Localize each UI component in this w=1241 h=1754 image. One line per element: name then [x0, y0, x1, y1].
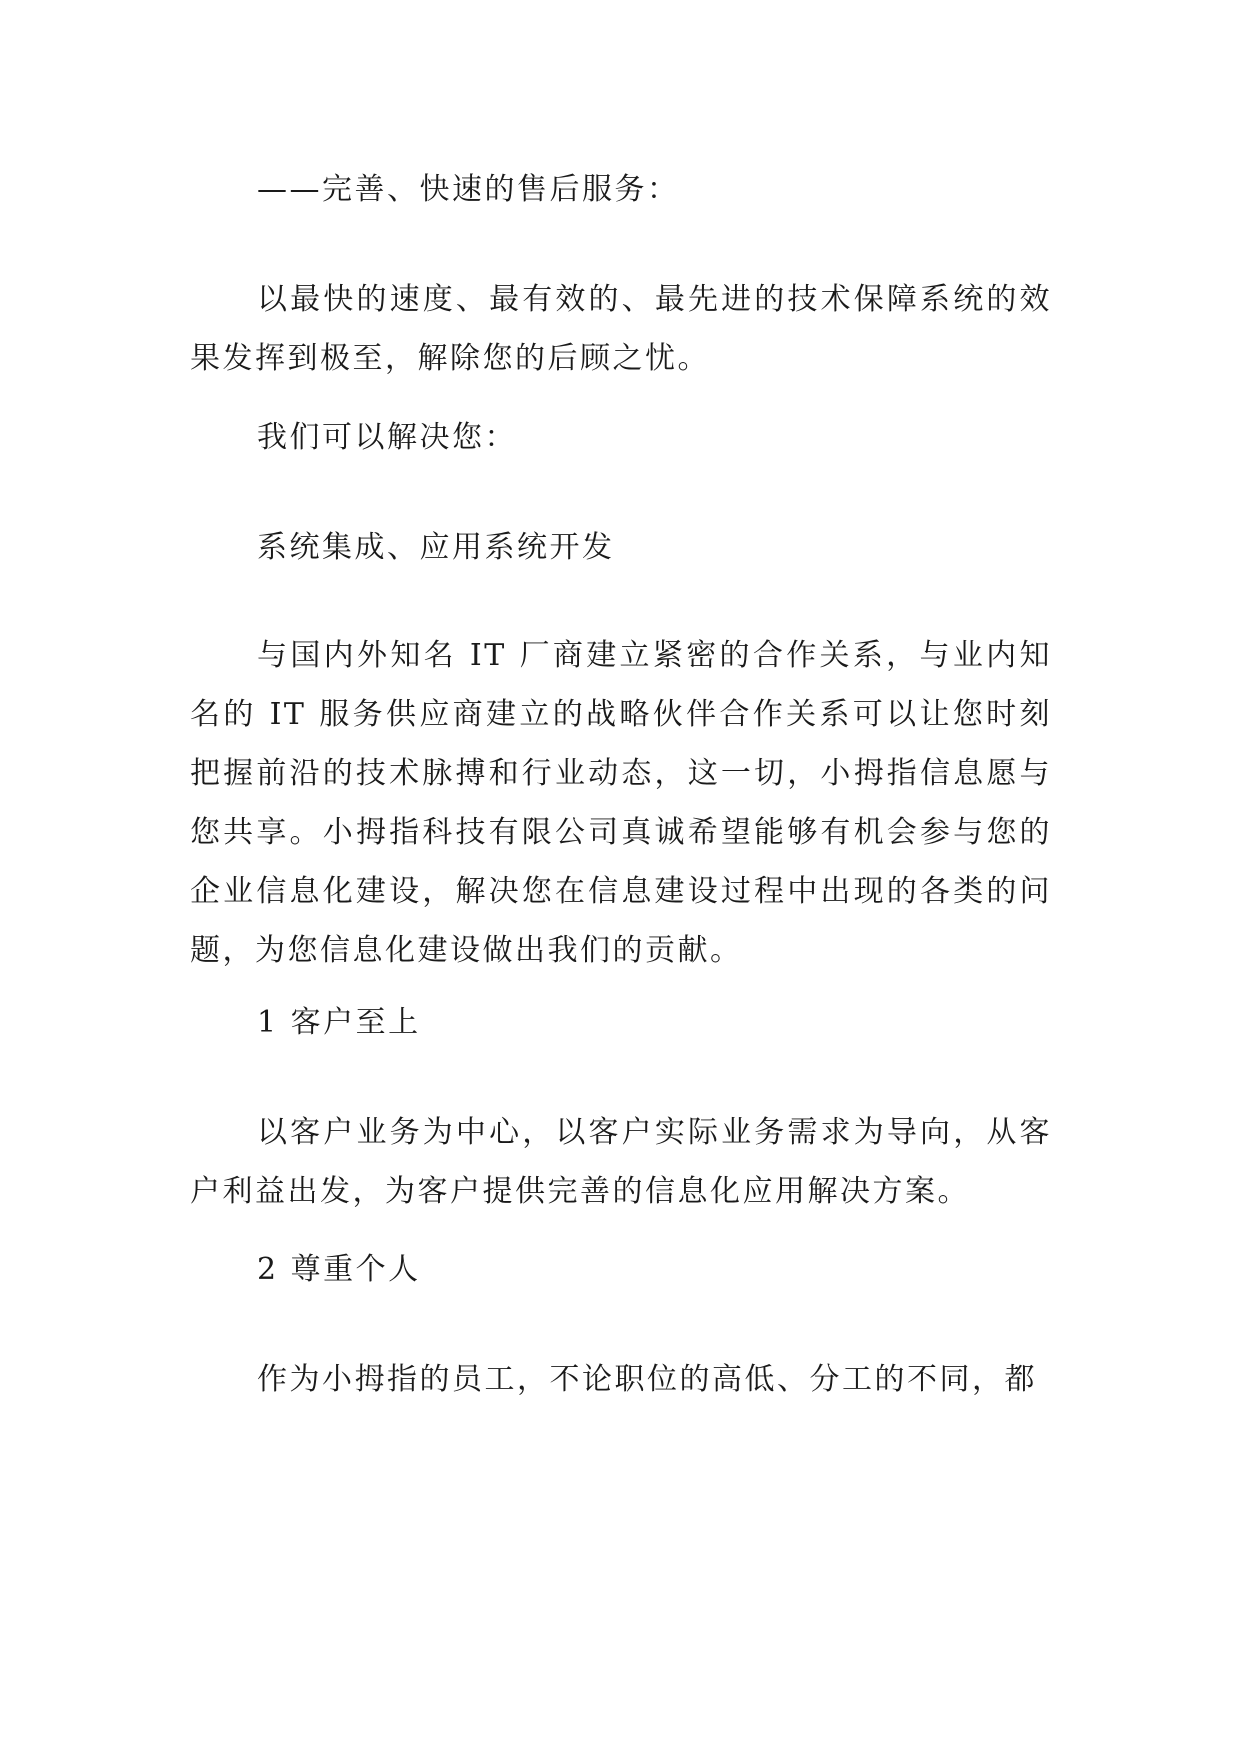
paragraph-partnership: 与国内外知名 IT 厂商建立紧密的合作关系，与业内知名的 IT 服务供应商建立的战略伙伴合作关系可以让您时刻把握前沿的技术脉搏和行业动态，这一切，小拇指信息愿与您共享。小拇指科技有限公司真诚希望能够有机会参与您的企业信息化建设，解决您在信息建设过程中出现的各类的问题，为您信息化建设做出我们的贡献。 — [190, 638, 1052, 968]
paragraph-respect-individual-detail: 作为小拇指的员工，不论职位的高低、分工的不同，都 — [257, 1362, 1037, 1397]
paragraph-after-sales-service: ——完善、快速的售后服务： — [257, 172, 680, 207]
paragraph-system-integration: 系统集成、应用系统开发 — [257, 530, 615, 565]
heading-customer-first: 1 客户至上 — [257, 1005, 421, 1040]
paragraph-after-sales-detail: 以最快的速度、最有效的、最先进的技术保障系统的效果发挥到极至，解除您的后顾之忧。 — [190, 282, 1052, 376]
paragraph-customer-first-detail: 以客户业务为中心，以客户实际业务需求为导向，从客户利益出发，为客户提供完善的信息化应用解决方案。 — [190, 1115, 1052, 1209]
paragraph-we-can-solve: 我们可以解决您： — [257, 420, 517, 455]
heading-respect-individual: 2 尊重个人 — [257, 1252, 421, 1287]
